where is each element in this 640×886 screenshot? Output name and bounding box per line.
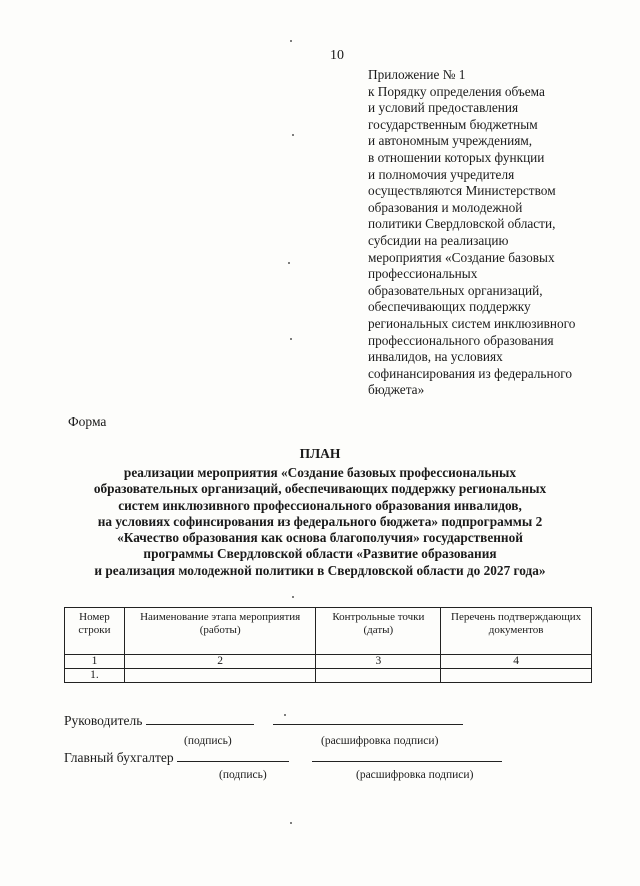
plan-subtitle-line: реализации мероприятия «Создание базовых профессиональных	[123, 465, 517, 480]
column-number-cell: 4	[441, 655, 592, 669]
table-cell	[441, 669, 592, 683]
header-cell-stage-name: Наименование этапа мероприятия (работы)	[124, 608, 316, 655]
table-cell: 1.	[65, 669, 125, 683]
accountant-decoding-blank	[312, 749, 502, 762]
plan-subtitle-line: «Качество образования как основа благополучия» государственной	[117, 530, 523, 546]
appendix-block	[368, 67, 630, 399]
form-label: Форма	[68, 414, 107, 429]
appendix-line: профессиональных	[368, 266, 478, 282]
column-number-row	[65, 655, 592, 669]
column-number-cell: 1	[65, 655, 125, 669]
table-cell	[316, 669, 441, 683]
table-row	[65, 669, 592, 683]
appendix-line: Приложение № 1	[368, 67, 466, 82]
head-signature-line	[64, 712, 463, 729]
head-decoding-caption: (расшифровка подписи)	[321, 735, 439, 747]
appendix-line: в отношении которых функции	[368, 149, 545, 165]
scan-speck	[290, 40, 292, 42]
appendix-line: политики Свердловской области,	[368, 216, 556, 232]
accountant-signature-caption: (подпись)	[219, 769, 267, 781]
appendix-line: бюджета»	[368, 382, 425, 398]
scan-speck	[292, 134, 294, 136]
head-signature-blank	[146, 712, 254, 725]
scan-speck	[288, 262, 290, 264]
appendix-line: государственным бюджетным	[368, 116, 538, 132]
appendix-line: и условий предоставления	[368, 100, 519, 116]
appendix-line: к Порядку определения объема	[368, 83, 545, 99]
header-cell-control-points: Контрольные точки (даты)	[316, 608, 441, 655]
appendix-line: образования и молодежной	[368, 199, 523, 215]
accountant-signature-blank	[177, 749, 289, 762]
accountant-decoding-caption: (расшифровка подписи)	[356, 769, 474, 781]
plan-subtitle	[40, 465, 600, 579]
head-signature-caption: (подпись)	[184, 735, 232, 747]
scan-speck	[290, 338, 292, 340]
scan-speck	[284, 714, 286, 716]
plan-table	[64, 607, 592, 683]
appendix-line: мероприятия «Создание базовых	[368, 249, 555, 265]
appendix-line: образовательных организаций,	[368, 282, 543, 298]
appendix-line: субсидии на реализацию	[368, 232, 509, 248]
appendix-line: и полномочия учредителя	[368, 166, 515, 182]
accountant-label: Главный бухгалтер	[64, 750, 174, 765]
column-number-cell: 2	[124, 655, 316, 669]
scan-speck	[290, 822, 292, 824]
header-cell-row-number: Номер строки	[65, 608, 125, 655]
appendix-line: софинансирования из федерального	[368, 365, 573, 381]
plan-title: ПЛАН	[299, 446, 341, 461]
plan-subtitle-line: и реализация молодежной политики в Свердловской области до 2027 года»	[94, 562, 546, 578]
plan-subtitle-line: программы Свердловской области «Развитие образования	[143, 546, 497, 562]
appendix-line: инвалидов, на условиях	[368, 349, 503, 365]
accountant-signature-line	[64, 749, 502, 766]
head-decoding-blank	[273, 712, 463, 725]
appendix-line: осуществляются Министерством	[368, 183, 556, 199]
scan-speck	[292, 596, 294, 598]
head-label: Руководитель	[64, 713, 143, 728]
plan-subtitle-line: на условиях софинсирования из федерального бюджета» подпрограммы 2	[97, 513, 543, 529]
appendix-line: обеспечивающих поддержку	[368, 299, 531, 315]
table-cell	[124, 669, 316, 683]
appendix-line: профессионального образования	[368, 332, 554, 348]
appendix-line: региональных систем инклюзивного	[368, 315, 576, 331]
plan-subtitle-line: систем инклюзивного профессионального образования инвалидов,	[118, 497, 522, 513]
header-cell-documents: Перечень подтверждающих документов	[441, 608, 592, 655]
appendix-line: и автономным учреждениям,	[368, 133, 533, 149]
table-header-row	[65, 608, 592, 655]
plan-subtitle-line: образовательных организаций, обеспечивающих поддержку региональных	[93, 481, 547, 497]
page-number: 10	[330, 48, 344, 63]
column-number-cell: 3	[316, 655, 441, 669]
